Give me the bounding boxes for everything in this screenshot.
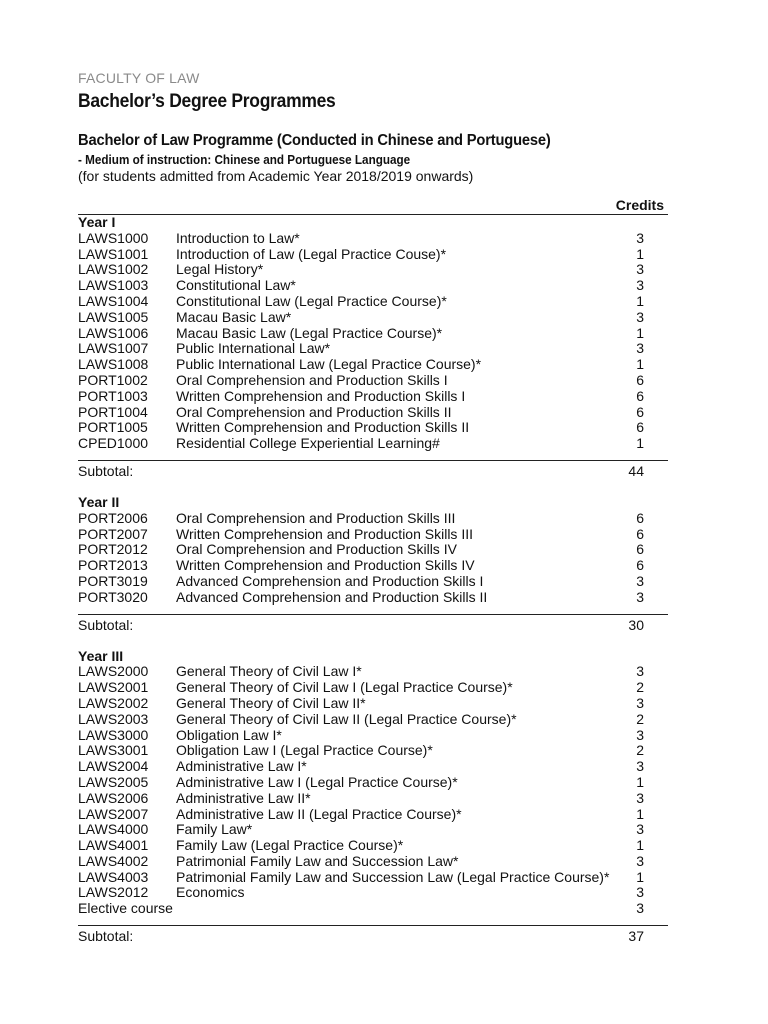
course-code: LAWS2004 bbox=[78, 758, 149, 775]
course-code: LAWS3000 bbox=[78, 726, 149, 743]
subtotal-divider bbox=[78, 925, 668, 926]
course-code: CPED1000 bbox=[78, 435, 149, 452]
course-credits: 3 bbox=[636, 852, 644, 869]
course-row bbox=[78, 590, 668, 606]
course-credits: 6 bbox=[636, 419, 644, 436]
subtotal-value: 37 bbox=[628, 928, 644, 945]
admission-note: (for students admitted from Academic Year 2018/2019 onwards) bbox=[78, 168, 474, 184]
course-code: PORT1002 bbox=[78, 371, 148, 388]
course-credits: 3 bbox=[636, 340, 644, 357]
course-credits: 1 bbox=[636, 356, 644, 373]
course-row bbox=[78, 326, 668, 342]
course-row bbox=[78, 542, 668, 558]
course-row bbox=[78, 574, 668, 590]
course-row bbox=[78, 743, 668, 759]
course-title: Oral Comprehension and Production Skills I bbox=[176, 371, 448, 388]
course-code: PORT1005 bbox=[78, 419, 148, 436]
course-title: Public International Law (Legal Practice Course)* bbox=[176, 356, 482, 373]
course-credits: 1 bbox=[636, 324, 644, 341]
course-title: Legal History* bbox=[176, 261, 264, 278]
course-title: Public International Law* bbox=[176, 340, 331, 357]
course-row bbox=[78, 405, 668, 421]
course-row bbox=[78, 310, 668, 326]
course-title: Written Comprehension and Production Skills III bbox=[176, 525, 473, 542]
course-credits: 3 bbox=[636, 900, 644, 917]
course-title: Advanced Comprehension and Production Skills II bbox=[176, 588, 488, 605]
course-credits: 3 bbox=[636, 229, 644, 246]
course-code: PORT2007 bbox=[78, 525, 148, 542]
course-title: Macau Basic Law (Legal Practice Course)* bbox=[176, 324, 443, 341]
course-credits: 6 bbox=[636, 371, 644, 388]
course-credits: 6 bbox=[636, 541, 644, 558]
subtotal-label: Subtotal: bbox=[78, 616, 134, 633]
course-row bbox=[78, 680, 668, 696]
course-title: Introduction to Law* bbox=[176, 229, 300, 246]
year-section-1 bbox=[78, 215, 668, 495]
course-row bbox=[78, 278, 668, 294]
course-code: LAWS1008 bbox=[78, 356, 149, 373]
course-title: Economics bbox=[176, 884, 245, 901]
course-code: LAWS2012 bbox=[78, 884, 149, 901]
course-row bbox=[78, 759, 668, 775]
course-row bbox=[78, 791, 668, 807]
course-credits: 6 bbox=[636, 403, 644, 420]
course-row bbox=[78, 341, 668, 357]
course-title: Written Comprehension and Production Skills IV bbox=[176, 557, 475, 574]
subtotal-value: 44 bbox=[628, 462, 644, 479]
course-code: LAWS1005 bbox=[78, 308, 149, 325]
course-row bbox=[78, 838, 668, 854]
course-title: Oral Comprehension and Production Skills IV bbox=[176, 541, 457, 558]
course-credits: 3 bbox=[636, 821, 644, 838]
course-title: Written Comprehension and Production Skills II bbox=[176, 419, 470, 436]
year-section-3 bbox=[78, 649, 668, 946]
course-credits: 3 bbox=[636, 588, 644, 605]
course-code: LAWS1004 bbox=[78, 292, 149, 309]
degree-title: Bachelor’s Degree Programmes bbox=[78, 91, 336, 112]
course-code: LAWS1007 bbox=[78, 340, 149, 357]
course-title: Administrative Law I* bbox=[176, 758, 307, 775]
year-section-2 bbox=[78, 495, 668, 649]
subtotal-row bbox=[78, 463, 668, 480]
course-credits: 6 bbox=[636, 387, 644, 404]
course-code: Elective course bbox=[78, 900, 173, 917]
year-title: Year I bbox=[78, 214, 116, 230]
medium-of-instruction: - Medium of instruction: Chinese and Portuguese Language bbox=[78, 152, 411, 167]
course-code: PORT3020 bbox=[78, 588, 148, 605]
course-row bbox=[78, 389, 668, 405]
course-code: LAWS2007 bbox=[78, 805, 149, 822]
year-title: Year III bbox=[78, 647, 124, 664]
course-row bbox=[78, 696, 668, 712]
course-code: LAWS1002 bbox=[78, 261, 149, 278]
course-credits: 6 bbox=[636, 557, 644, 574]
subtotal-divider bbox=[78, 614, 668, 615]
course-code: LAWS1000 bbox=[78, 229, 149, 246]
course-code: LAWS1006 bbox=[78, 324, 149, 341]
course-code: LAWS4000 bbox=[78, 821, 149, 838]
course-row bbox=[78, 664, 668, 680]
course-credits: 1 bbox=[636, 773, 644, 790]
course-credits: 2 bbox=[636, 710, 644, 727]
course-code: PORT1003 bbox=[78, 387, 148, 404]
course-credits: 3 bbox=[636, 758, 644, 775]
course-credits: 6 bbox=[636, 525, 644, 542]
programme-title: Bachelor of Law Programme (Conducted in Chinese and Portuguese) bbox=[78, 132, 551, 149]
course-title: Administrative Law I (Legal Practice Course)* bbox=[176, 773, 458, 790]
course-code: LAWS1001 bbox=[78, 245, 149, 262]
course-credits: 2 bbox=[636, 679, 644, 696]
course-title: Introduction of Law (Legal Practice Couse)* bbox=[176, 245, 447, 262]
course-title: Administrative Law II (Legal Practice Course)* bbox=[176, 805, 462, 822]
course-title: Constitutional Law (Legal Practice Course)* bbox=[176, 292, 447, 309]
course-title: Patrimonial Family Law and Succession Law* bbox=[176, 852, 459, 869]
document-page bbox=[78, 70, 668, 945]
course-title: Family Law* bbox=[176, 821, 253, 838]
credits-column-header: Credits bbox=[615, 197, 664, 213]
subtotal-divider bbox=[78, 460, 668, 461]
subtotal-label: Subtotal: bbox=[78, 462, 134, 479]
course-title: Residential College Experiential Learning# bbox=[176, 435, 440, 452]
subtotal-row bbox=[78, 617, 668, 634]
course-credits: 1 bbox=[636, 837, 644, 854]
course-row bbox=[78, 436, 668, 452]
course-code: LAWS2000 bbox=[78, 663, 149, 680]
course-title: Patrimonial Family Law and Succession Law (Legal Practice Course)* bbox=[176, 868, 610, 885]
subtotal-row bbox=[78, 928, 668, 945]
course-credits: 1 bbox=[636, 868, 644, 885]
course-row bbox=[78, 854, 668, 870]
subtotal-value: 30 bbox=[628, 616, 644, 633]
course-row bbox=[78, 558, 668, 574]
course-title: Obligation Law I (Legal Practice Course)* bbox=[176, 742, 433, 759]
course-title: Oral Comprehension and Production Skills III bbox=[176, 509, 456, 526]
course-row bbox=[78, 294, 668, 310]
course-title: General Theory of Civil Law II (Legal Practice Course)* bbox=[176, 710, 517, 727]
course-credits: 3 bbox=[636, 308, 644, 325]
course-code: LAWS2001 bbox=[78, 679, 149, 696]
course-code: PORT3019 bbox=[78, 572, 148, 589]
course-credits: 1 bbox=[636, 292, 644, 309]
course-code: LAWS2005 bbox=[78, 773, 149, 790]
course-credits: 3 bbox=[636, 663, 644, 680]
course-credits: 3 bbox=[636, 884, 644, 901]
course-credits: 3 bbox=[636, 726, 644, 743]
course-title: General Theory of Civil Law II* bbox=[176, 694, 366, 711]
subtotal-label: Subtotal: bbox=[78, 928, 134, 945]
course-row bbox=[78, 901, 668, 917]
year-title: Year II bbox=[78, 493, 120, 510]
course-title: General Theory of Civil Law I (Legal Practice Course)* bbox=[176, 679, 513, 696]
course-code: LAWS2003 bbox=[78, 710, 149, 727]
course-title: Written Comprehension and Production Skills I bbox=[176, 387, 466, 404]
course-credits: 3 bbox=[636, 261, 644, 278]
course-row bbox=[78, 262, 668, 278]
course-code: LAWS4001 bbox=[78, 837, 149, 854]
course-title: General Theory of Civil Law I* bbox=[176, 663, 362, 680]
course-title: Obligation Law I* bbox=[176, 726, 282, 743]
course-code: PORT1004 bbox=[78, 403, 148, 420]
course-title: Macau Basic Law* bbox=[176, 308, 292, 325]
course-row bbox=[78, 373, 668, 389]
course-credits: 1 bbox=[636, 435, 644, 452]
course-row bbox=[78, 357, 668, 373]
course-row bbox=[78, 807, 668, 823]
course-row bbox=[78, 775, 668, 791]
course-credits: 1 bbox=[636, 805, 644, 822]
course-code: LAWS2006 bbox=[78, 789, 149, 806]
course-title: Advanced Comprehension and Production Skills I bbox=[176, 572, 484, 589]
course-title: Constitutional Law* bbox=[176, 277, 296, 294]
course-row bbox=[78, 420, 668, 436]
course-code: PORT2006 bbox=[78, 509, 148, 526]
course-row bbox=[78, 247, 668, 263]
course-code: LAWS1003 bbox=[78, 277, 149, 294]
course-row bbox=[78, 527, 668, 543]
course-credits: 3 bbox=[636, 789, 644, 806]
course-row bbox=[78, 885, 668, 901]
course-row bbox=[78, 511, 668, 527]
course-row bbox=[78, 728, 668, 744]
course-credits: 6 bbox=[636, 509, 644, 526]
course-credits: 3 bbox=[636, 277, 644, 294]
course-credits: 3 bbox=[636, 694, 644, 711]
course-title: Family Law (Legal Practice Course)* bbox=[176, 837, 404, 854]
course-credits: 3 bbox=[636, 572, 644, 589]
course-code: PORT2012 bbox=[78, 541, 148, 558]
course-code: LAWS2002 bbox=[78, 694, 149, 711]
course-code: LAWS4003 bbox=[78, 868, 149, 885]
course-row bbox=[78, 822, 668, 838]
course-row bbox=[78, 712, 668, 728]
course-code: PORT2013 bbox=[78, 557, 148, 574]
course-title: Administrative Law II* bbox=[176, 789, 311, 806]
faculty-label: FACULTY OF LAW bbox=[78, 70, 200, 86]
course-credits: 1 bbox=[636, 245, 644, 262]
course-row bbox=[78, 870, 668, 886]
course-credits: 2 bbox=[636, 742, 644, 759]
course-row bbox=[78, 231, 668, 247]
course-code: LAWS3001 bbox=[78, 742, 149, 759]
course-title: Oral Comprehension and Production Skills II bbox=[176, 403, 452, 420]
course-code: LAWS4002 bbox=[78, 852, 149, 869]
